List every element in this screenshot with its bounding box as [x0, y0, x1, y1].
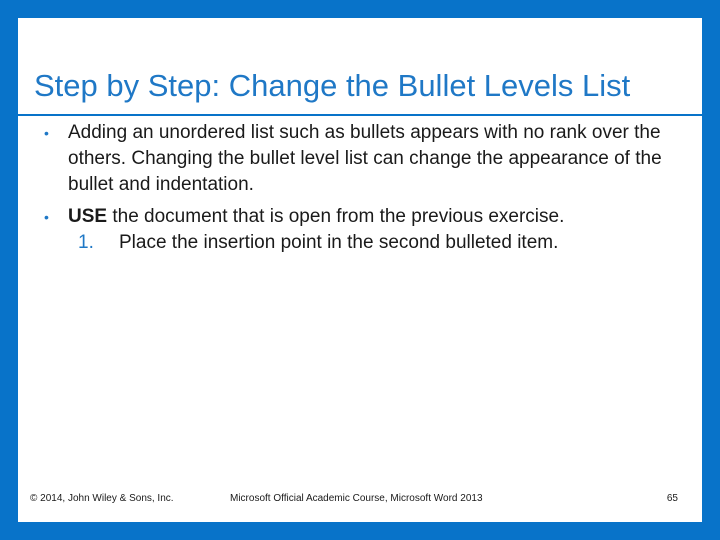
footer-course: Microsoft Official Academic Course, Microsoft Word 2013: [230, 493, 483, 504]
bullet-marker: •: [44, 209, 49, 225]
footer-copyright: © 2014, John Wiley & Sons, Inc.: [30, 493, 174, 504]
slide: [18, 18, 702, 522]
title-divider: [18, 114, 702, 116]
bullet-item: [18, 120, 702, 198]
bullet-text: Adding an unordered list such as bullets appears with no rank over the others. Changing the bullet level list can change the appearance of the bullet and indentation.: [68, 122, 662, 195]
numbered-step: [18, 230, 702, 256]
step-number: 1.: [78, 232, 94, 253]
footer-page-number: 65: [666, 493, 678, 504]
slide-title: Step by Step: Change the Bullet Levels List: [34, 68, 631, 103]
bullet-bold-keyword: USE: [68, 206, 108, 227]
bullet-marker: •: [44, 125, 49, 141]
slide-content: [18, 120, 702, 256]
step-text: Place the insertion point in the second bulleted item.: [119, 232, 559, 253]
bullet-text: the document that is open from the previous exercise.: [107, 206, 565, 227]
bullet-item: [18, 204, 702, 230]
